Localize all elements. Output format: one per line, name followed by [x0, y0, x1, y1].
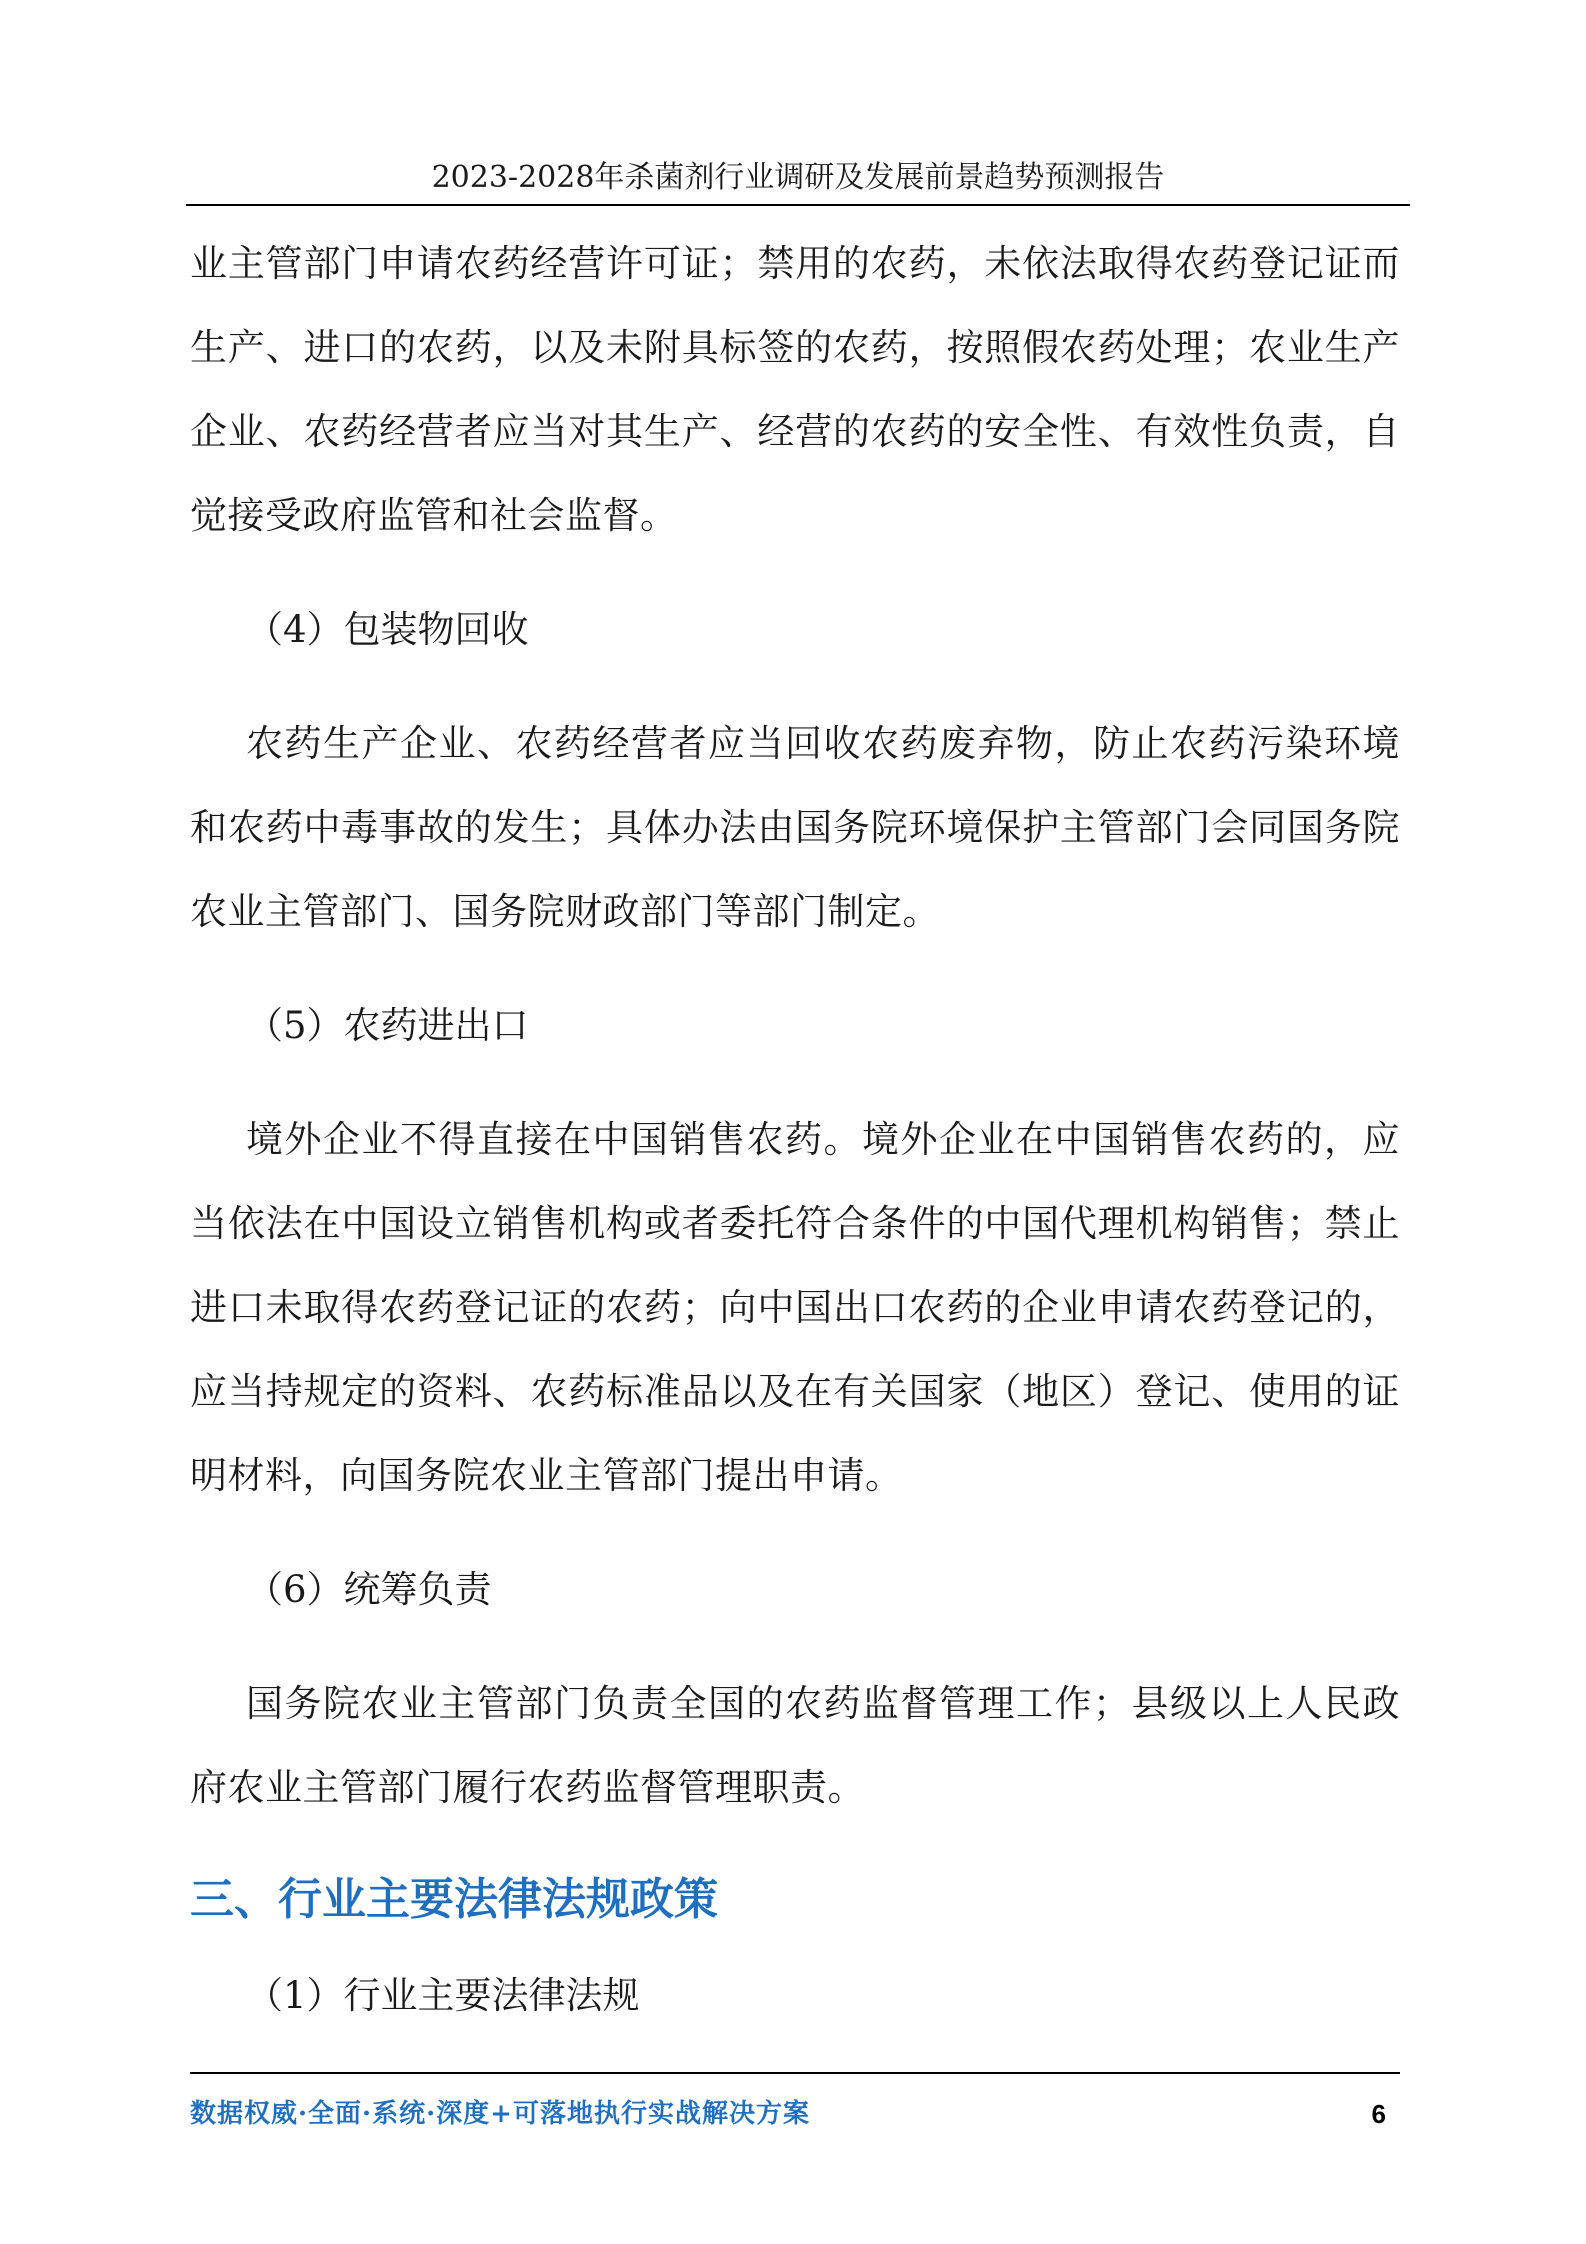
paragraph-packaging-recycling: 农药生产企业、农药经营者应当回收农药废弃物，防止农药污染环境和农药中毒事故的发生；具体办法由国务院环境保护主管部门会同国务院农业主管部门、国务院财政部门等部门制定。 — [190, 722, 1400, 933]
subheading-packaging-recycling: （4）包装物回收 — [246, 608, 529, 651]
footer-divider — [190, 2072, 1400, 2074]
subheading-import-export: （5）农药进出口 — [246, 1004, 529, 1047]
report-title: 2023-2028年杀菌剂行业调研及发展前景趋势预测报告 — [431, 160, 1165, 195]
page-number: 6 — [1371, 2099, 1386, 2129]
subheading-overall-responsibility: （6）统筹负责 — [246, 1568, 492, 1611]
paragraph-overall-responsibility: 国务院农业主管部门负责全国的农药监督管理工作；县级以上人民政府农业主管部门履行农药监督管理职责。 — [190, 1682, 1400, 1809]
section-heading-laws-policies: 三、行业主要法律法规政策 — [190, 1874, 718, 1925]
paragraph-import-export: 境外企业不得直接在中国销售农药。境外企业在中国销售农药的，应当依法在中国设立销售机构或者委托符合条件的中国代理机构销售；禁止进口未取得农药登记证的农药；向中国出口农药的企业申请农药登记的，应当持规定的资料、农药标准品以及在有关国家（地区）登记、使用的证明材料，向国务院农业主管部门提出申请。 — [190, 1118, 1400, 1497]
page-header — [186, 152, 1410, 206]
paragraph-continued: 业主管部门申请农药经营许可证；禁用的农药，未依法取得农药登记证而生产、进口的农药，以及未附具标签的农药，按照假农药处理；农业生产企业、农药经营者应当对其生产、经营的农药的安全性、有效性负责，自觉接受政府监管和社会监督。 — [190, 242, 1400, 537]
footer-slogan: 数据权威·全面·系统·深度+可落地执行实战解决方案 — [190, 2099, 810, 2129]
subheading-main-laws: （1）行业主要法律法规 — [246, 1974, 640, 2017]
page-content — [190, 222, 1400, 2068]
